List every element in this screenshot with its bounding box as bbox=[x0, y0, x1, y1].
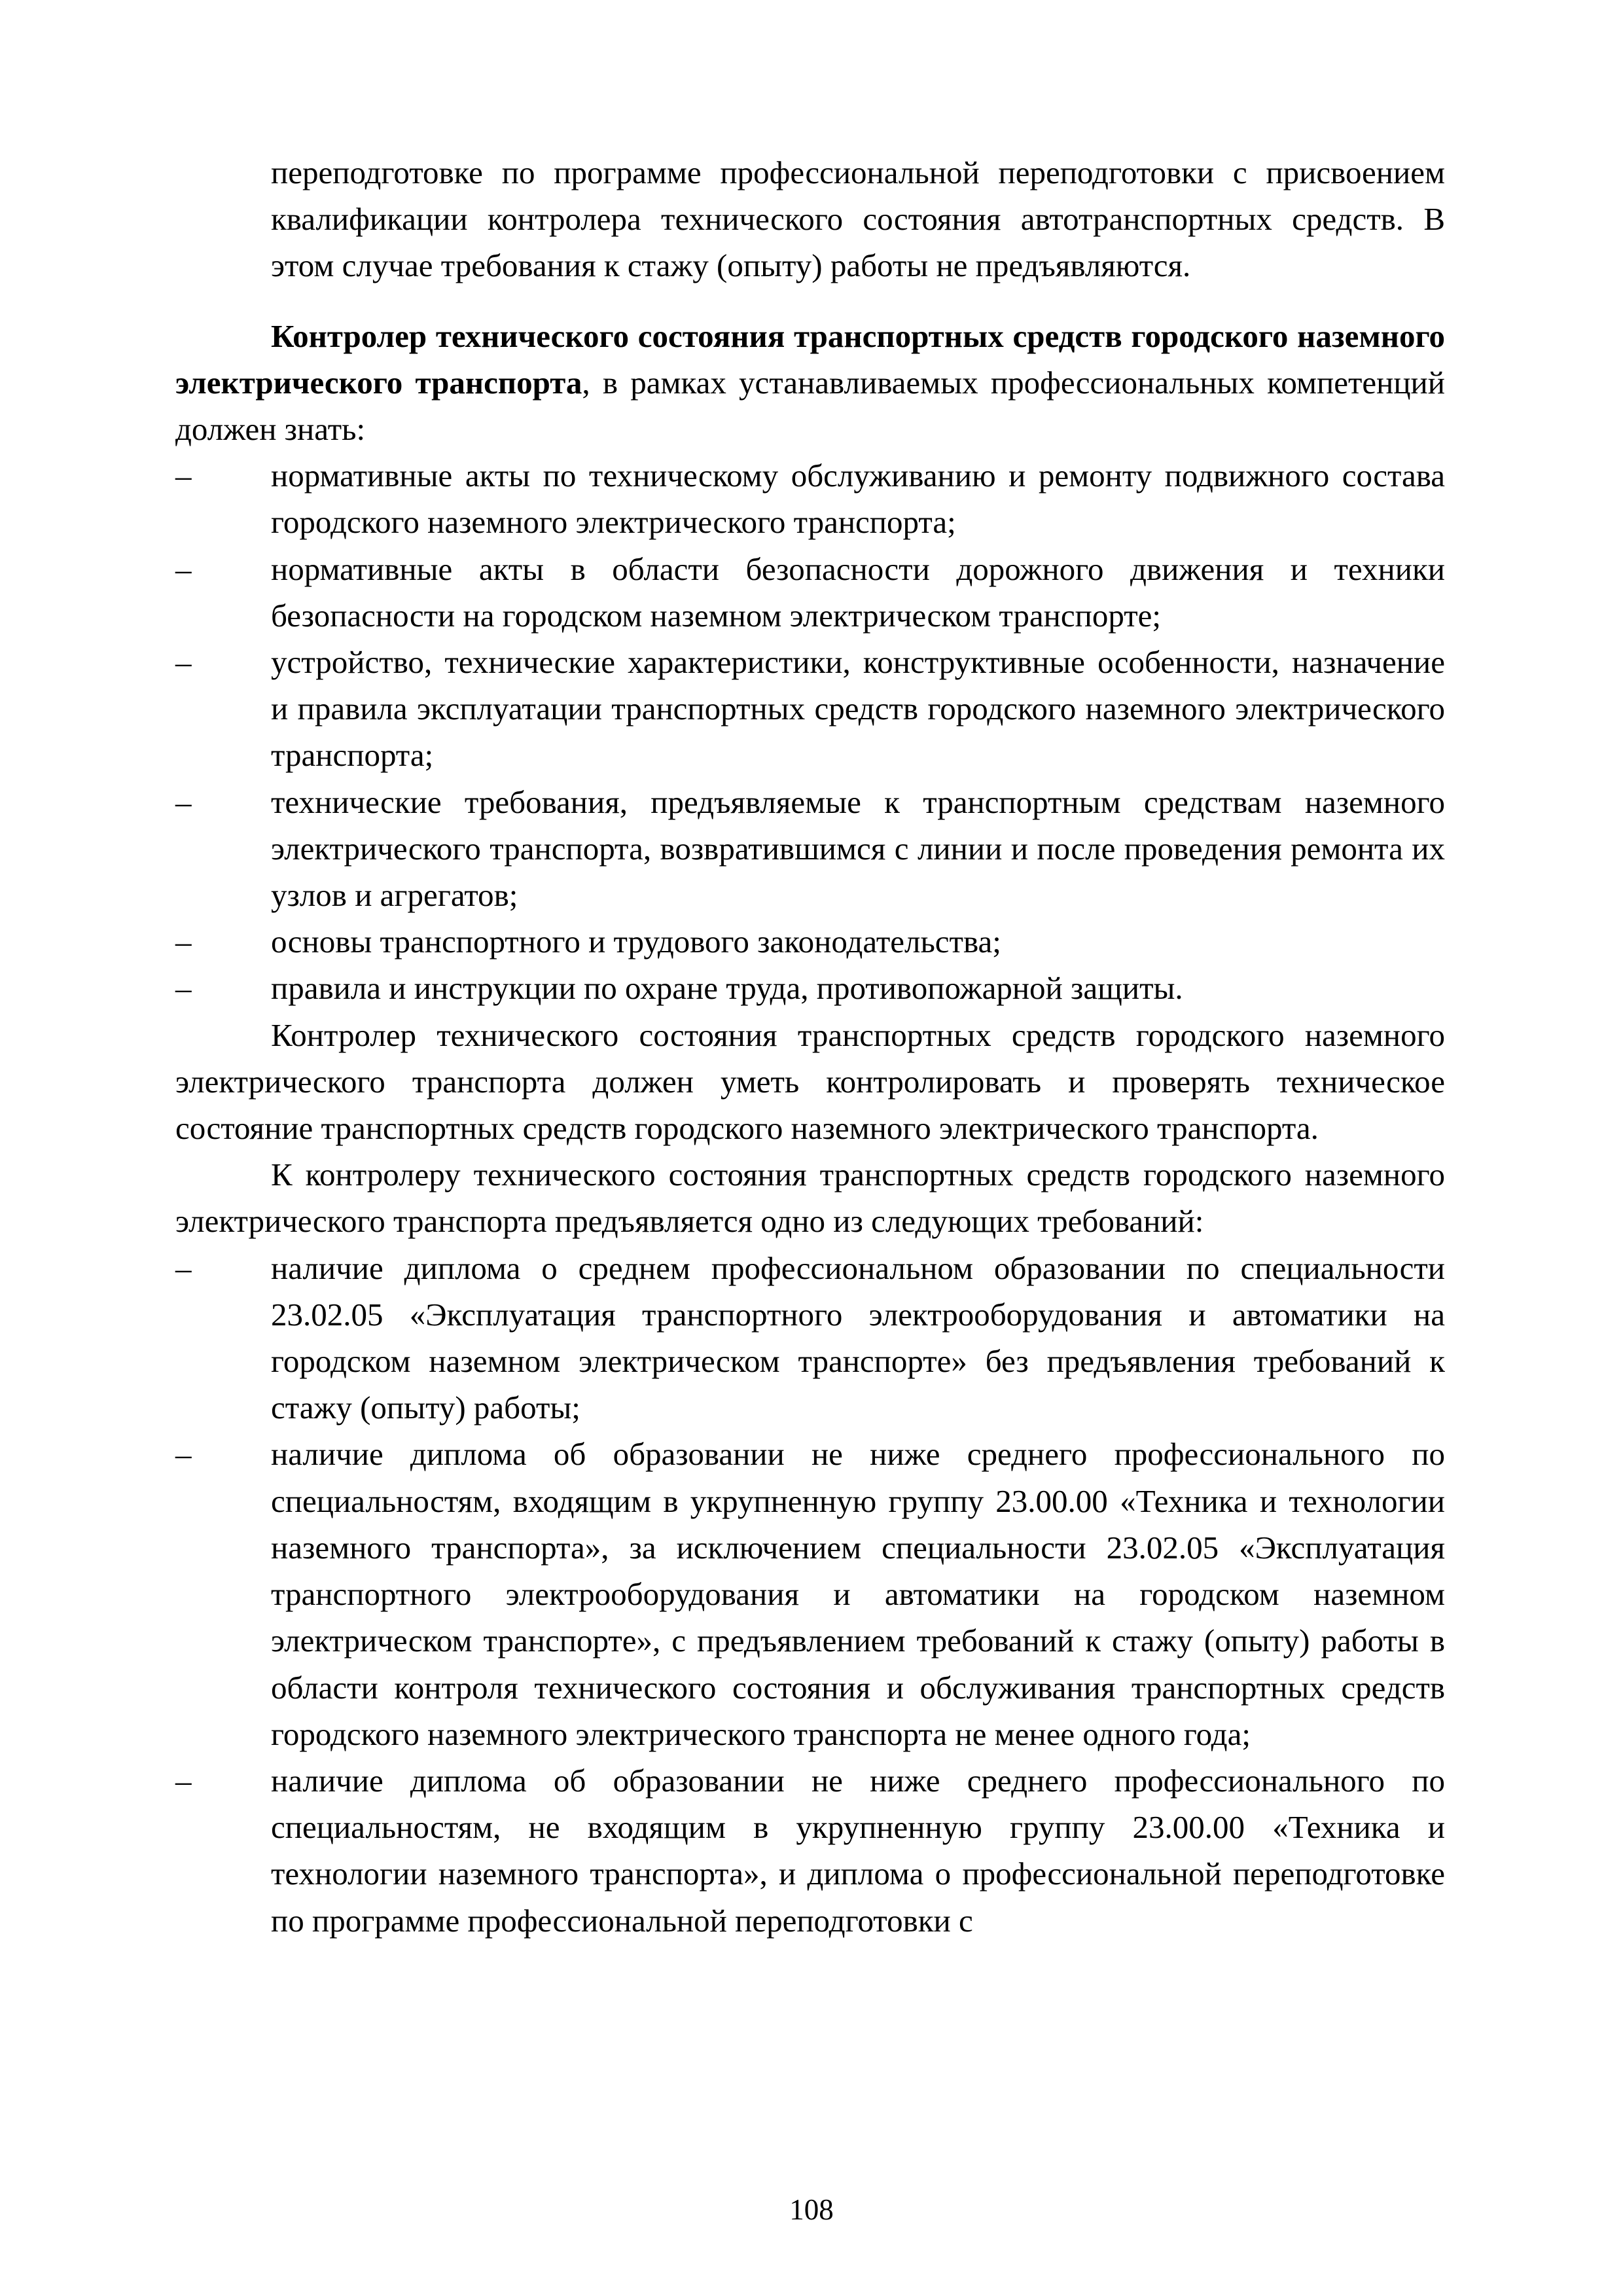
list-item bbox=[175, 779, 1445, 919]
list-item-text: нормативные акты по техническому обслуживанию и ремонту подвижного состава городского наземного электрического транспорта; bbox=[271, 457, 1445, 541]
intro-text: , в рамках устанавливаемых профессиональных компетенций должен знать: bbox=[175, 364, 1445, 448]
dash-marker: – bbox=[175, 783, 192, 820]
skills-paragraph: Контролер технического состояния транспортных средств городского наземного электрического транспорта должен уметь контролировать и проверять техническое состояние транспортных средств городского наземного электрического транспорта. bbox=[175, 1016, 1445, 1147]
dash-marker: – bbox=[175, 550, 192, 587]
page-number: 108 bbox=[789, 2193, 834, 2226]
bold-heading-text: Контролер технического состояния транспортных средств городского наземного электрического транспорта bbox=[175, 317, 1445, 401]
dash-marker: – bbox=[175, 1249, 192, 1286]
list-item-text: основы транспортного и трудового законодательства; bbox=[271, 924, 1001, 960]
dash-marker: – bbox=[175, 457, 192, 494]
dash-marker: – bbox=[175, 1762, 192, 1799]
list-item bbox=[175, 918, 1445, 965]
list-item bbox=[175, 546, 1445, 639]
list-item bbox=[175, 1431, 1445, 1757]
dash-marker: – bbox=[175, 970, 192, 1007]
list-item-text: нормативные акты в области безопасности дорожного движения и техники безопасности на городском наземном электрическом транспорте; bbox=[271, 550, 1445, 634]
dash-marker: – bbox=[175, 924, 192, 960]
list-item-text: наличие диплома о среднем профессиональном образовании по специальности 23.02.05 «Эксплуатация транспортного электрооборудования и автоматики на городском наземном электрическом транспорте» без предъявления требований к стажу (опыту) работы; bbox=[271, 1249, 1445, 1426]
continuation-paragraph: переподготовке по программе профессиональной переподготовки с присвоением квалификации контролера технического состояния автотранспортных средств. В этом случае требования к стажу (опыту) работы не предъявляются. bbox=[271, 154, 1445, 284]
list-item-text: устройство, технические характеристики, конструктивные особенности, назначение и правила эксплуатации транспортных средств городского наземного электрического транспорта; bbox=[271, 644, 1445, 774]
list-item-text: правила и инструкции по охране труда, противопожарной защиты. bbox=[271, 970, 1183, 1007]
list-item-text: наличие диплома об образовании не ниже среднего профессионального по специальностям, не входящим в укрупненную группу 23.00.00 «Техника и технологии наземного транспорта», и диплома о профессиональной переподготовке по программе профессиональной переподготовки с bbox=[271, 1762, 1445, 1939]
dash-marker: – bbox=[175, 1436, 192, 1473]
list-item bbox=[175, 452, 1445, 545]
list-item bbox=[175, 965, 1445, 1011]
page-body bbox=[175, 149, 1445, 1944]
knowledge-intro-paragraph bbox=[175, 313, 1445, 453]
list-item-text: технические требования, предъявляемые к транспортным средствам наземного электрического транспорта, возвратившимся с линии и после проведения ремонта их узлов и агрегатов; bbox=[271, 783, 1445, 914]
requirements-intro-paragraph: К контролеру технического состояния транспортных средств городского наземного электрического транспорта предъявляется одно из следующих требований: bbox=[175, 1157, 1445, 1240]
list-item bbox=[175, 639, 1445, 779]
dash-marker: – bbox=[175, 644, 192, 681]
list-item bbox=[175, 1245, 1445, 1431]
list-item bbox=[175, 1757, 1445, 1944]
list-item-text: наличие диплома об образовании не ниже среднего профессионального по специальностям, входящим в укрупненную группу 23.00.00 «Техника и технологии наземного транспорта», за исключением специальности 23.02.05 «Эксплуатация транспортного электрооборудования и автоматики на городском наземном электрическом транспорте», с предъявлением требований к стажу (опыту) работы в области контроля технического состояния и обслуживания транспортных средств городского наземного электрического транспорта не менее одного года; bbox=[271, 1436, 1445, 1752]
